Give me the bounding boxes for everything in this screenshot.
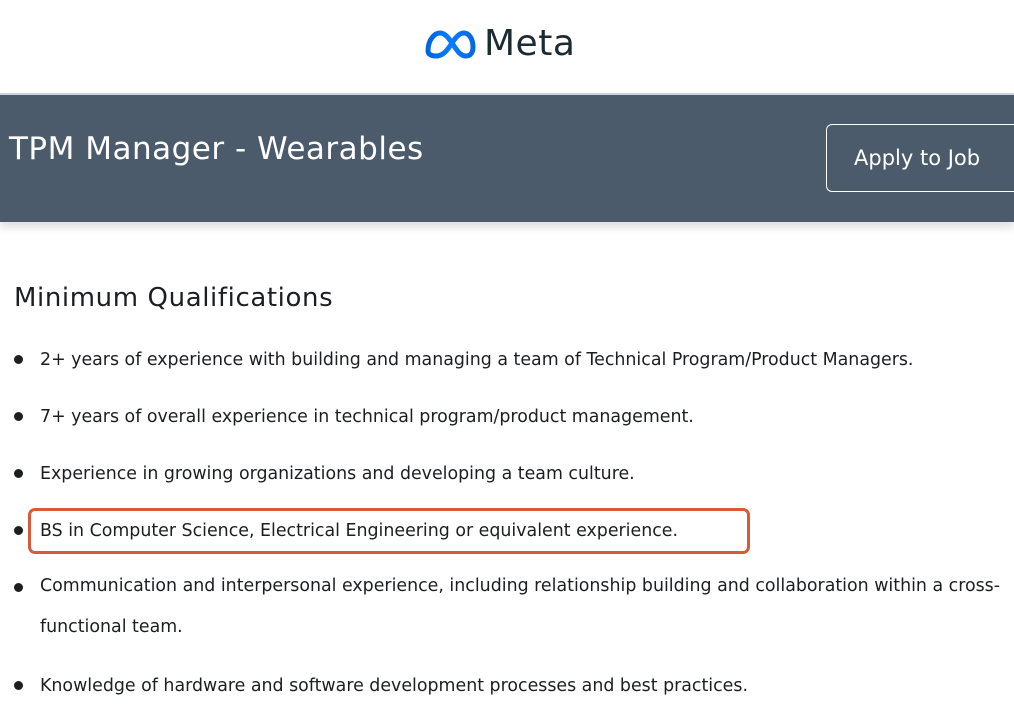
list-item [0, 403, 1014, 433]
qualification-text: 2+ years of experience with building and managing a team of Technical Program/Product Managers. [40, 350, 914, 370]
job-title: TPM Manager - Wearables [9, 131, 424, 167]
bullet-icon [14, 583, 23, 592]
highlight-annotation-box [28, 508, 750, 554]
list-item [0, 346, 1014, 376]
list-item [0, 566, 1014, 646]
section-heading: Minimum Qualifications [14, 283, 334, 313]
qualification-text: Experience in growing organizations and developing a team culture. [40, 464, 635, 484]
bullet-icon [14, 681, 23, 690]
qualification-text: Communication and interpersonal experience, including relationship building and collaboration within a cross-functional team. [40, 576, 1001, 637]
meta-logo[interactable] [424, 22, 575, 66]
job-banner [0, 93, 1014, 222]
logo-wordmark: Meta [484, 23, 576, 64]
qualification-text: Knowledge of hardware and software development processes and best practices. [40, 676, 748, 696]
bullet-icon [14, 412, 23, 421]
top-header [0, 0, 1014, 93]
list-item [0, 672, 1014, 702]
bullet-icon [14, 526, 23, 535]
list-item [0, 460, 1014, 490]
meta-infinity-icon [424, 29, 476, 59]
qualification-text: 7+ years of overall experience in technical program/product management. [40, 407, 694, 427]
qualification-text: BS in Computer Science, Electrical Engineering or equivalent experience. [40, 521, 679, 541]
apply-to-job-button[interactable]: Apply to Job [826, 124, 1014, 192]
bullet-icon [14, 355, 23, 364]
bullet-icon [14, 469, 23, 478]
